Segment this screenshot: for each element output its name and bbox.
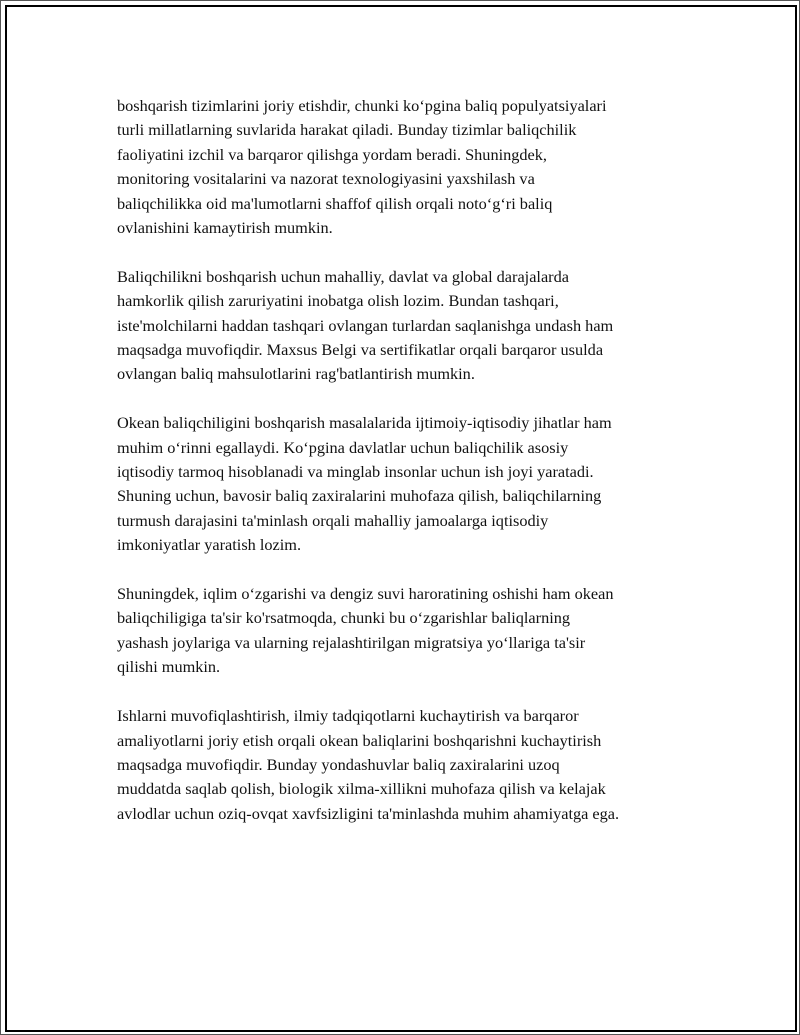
paragraph-2: Baliqchilikni boshqarish uchun mahalliy, davlat va global darajalarda hamkorlik qilish zaruriyatini inobatga olish lozim. Bundan tashqari, iste'molchilarni haddan tashqari ovlangan turlardan saqlanishga undash ham maqsadga muvofiqdir. Maxsus Belgi va sertifikatlar orqali barqaror usulda ovlangan baliq mahsulotlarini rag'batlantirish mumkin. [117, 266, 614, 384]
paragraph-1: boshqarish tizimlarini joriy etishdir, chunki koʻpgina baliq populyatsiyalari turli millatlarning suvlarida harakat qiladi. Bunday tizimlar baliqchilik faoliyatini izchil va barqaror qilishga yordam beradi. Shuningdek, monitoring vositalarini va nazorat texnologiyasini yaxshilash va baliqchilikka oid ma'lumotlarni shaffof qilish orqali notoʻgʻri baliq ovlanishini kamaytirish mumkin. [117, 96, 607, 238]
paragraph-3: Okean baliqchiligini boshqarish masalalarida ijtimoiy-iqtisodiy jihatlar ham muhim oʻrinni egallaydi. Koʻpgina davlatlar uchun baliqchilik asosiy iqtisodiy tarmoq hisoblanadi va minglab insonlar uchun ish joyi yaratadi. Shuning uchun, bavosir baliq zaxiralarini muhofaza qilish, baliqchilarning turmush darajasini ta'minlash orqali mahalliy jamoalarga iqtisodiy imkoniyatlar yaratish lozim. [117, 413, 612, 555]
paragraph-5: Ishlarni muvofiqlashtirish, ilmiy tadqiqotlarni kuchaytirish va barqaror amaliyotlarni joriy etish orqali okean baliqlarini boshqarishni kuchaytirish maqsadga muvofiqdir. Bunday yondashuvlar baliq zaxiralarini uzoq muddatda saqlab qolish, biologik xilma-xillikni muhofaza qilish va kelajak avlodlar uchun oziq-ovqat xavfsizligini ta'minlashda muhim ahamiyatga ega. [117, 706, 620, 823]
document-body [117, 94, 697, 851]
paragraph-4: Shuningdek, iqlim oʻzgarishi va dengiz suvi haroratining oshishi ham okean baliqchiligiga ta'sir ko'rsatmoqda, chunki bu oʻzgarishlar baliqlarning yashash joylariga va ularning rejalashtirilgan migratsiya yoʻllariga ta'sir qilishi mumkin. [117, 584, 614, 677]
